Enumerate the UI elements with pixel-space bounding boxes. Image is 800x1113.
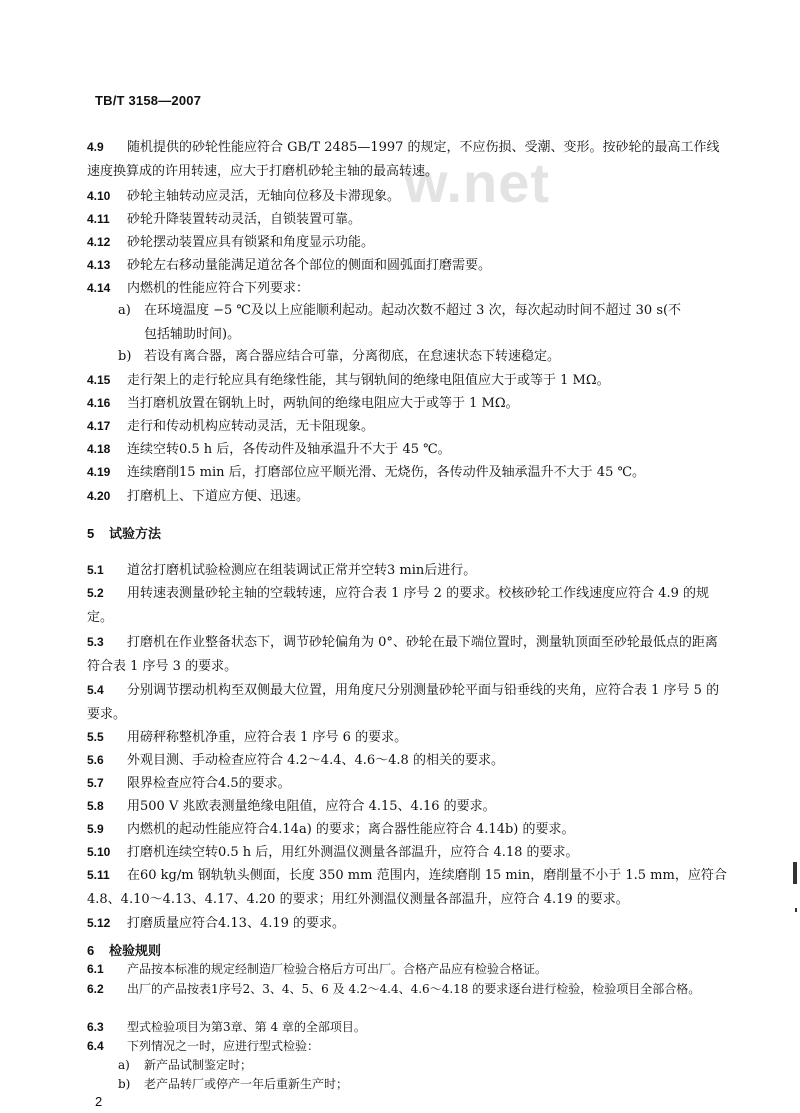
clause-text: 用500 V 兆欧表测量绝缘电阻值，应符合 4.15、4.16 的要求。 — [127, 799, 496, 814]
clause-number: 4.10 — [87, 189, 111, 203]
sub-item-b — [118, 345, 728, 369]
clause-number: 5.11 — [87, 868, 110, 882]
clause-5-10 — [87, 840, 727, 865]
clause-number: 5.7 — [87, 776, 104, 790]
clause-text: 用磅秤称整机净重，应符合表 1 序号 6 的要求。 — [127, 730, 408, 745]
clause-text: 走行和传动机构应转动灵活，无卡阻现象。 — [127, 419, 375, 434]
clause-text: 限界检查应符合4.5的要求。 — [127, 776, 291, 791]
section-title: 试验方法 — [109, 526, 162, 541]
clause-text: 道岔打磨机试验检测应在组装调试正常并空转3 min后进行。 — [127, 563, 477, 578]
clause-number: 5.8 — [87, 799, 104, 813]
standard-code-header: TB/T 3158—2007 — [95, 93, 202, 108]
clause-4-20 — [87, 484, 727, 509]
clause-4-13 — [87, 253, 727, 278]
clause-number: 6.4 — [87, 1039, 104, 1053]
clause-number: 5.3 — [87, 635, 104, 649]
clause-text: 打磨机上、下道应方便、迅速。 — [127, 489, 310, 504]
clause-text: 产品按本标准的规定经制造厂检验合格后方可出厂。合格产品应有检验合格证。 — [127, 962, 548, 976]
clause-number: 4.17 — [87, 419, 111, 433]
clause-6-2 — [87, 980, 727, 999]
page-number: 2 — [95, 1094, 103, 1109]
clause-number: 5.5 — [87, 730, 104, 744]
clause-5-11 — [87, 863, 727, 912]
clause-4-10 — [87, 184, 727, 209]
sub-item-label: a) — [118, 303, 131, 318]
clause-number: 5.6 — [87, 753, 104, 767]
sub-item-text: 在环境温度 −5 ℃及以上应能顺利起动。起动次数不超过 3 次，每次起动时间不超过 30 s(不 — [144, 303, 682, 318]
sub-item-label: a) — [118, 1058, 130, 1072]
clause-number: 4.15 — [87, 373, 111, 387]
clause-number: 5.4 — [87, 683, 104, 697]
section-number: 6 — [87, 943, 95, 958]
clause-number: 5.2 — [87, 586, 104, 600]
clause-text: 砂轮主轴转动应灵活，无轴向位移及卡滞现象。 — [127, 189, 401, 204]
clause-text: 外观目测、手动检查应符合 4.2～4.4、4.6～4.8 的相关的要求。 — [127, 753, 504, 768]
clause-text: 打磨质量应符合4.13、4.19 的要求。 — [127, 916, 346, 931]
clause-text: 出厂的产品按表1序号2、3、4、5、6 及 4.2～4.4、4.6～4.18 的要求逐台进行检验，检验项目全部合格。 — [127, 982, 701, 996]
clause-text: 下列情况之一时，应进行型式检验： — [127, 1039, 320, 1053]
section-number: 5 — [87, 526, 95, 541]
sub-item-text: 若设有离合器，离合器应结合可靠，分离彻底，在怠速状态下转速稳定。 — [144, 349, 561, 364]
sub-item-label: b) — [118, 349, 132, 364]
clause-text: 用转速表测量砂轮主轴的空载转速，应符合表 1 序号 2 的要求。校核砂轮工作线速度应符合 4.9 的规定。 — [87, 586, 710, 625]
clause-4-17 — [87, 414, 727, 439]
clause-4-19 — [87, 460, 727, 485]
clause-5-4 — [87, 678, 727, 727]
clause-4-12 — [87, 230, 727, 255]
clause-6-1 — [87, 960, 727, 979]
clause-text: 内燃机的性能应符合下列要求： — [127, 281, 310, 296]
clause-text: 打磨机连续空转0.5 h 后，用红外测温仪测量各部温升，应符合 4.18 的要求。 — [127, 845, 579, 860]
clause-number: 4.9 — [87, 140, 104, 154]
clause-number: 4.13 — [87, 258, 111, 272]
scan-speck — [795, 908, 797, 912]
clause-text: 型式检验项目为第3章、第 4 章的全部项目。 — [127, 1020, 366, 1034]
clause-text: 内燃机的起动性能应符合4.14a) 的要求；离合器性能应符合 4.14b) 的要求。 — [127, 822, 575, 837]
clause-text: 在60 kg/m 钢轨轨头侧面，长度 350 mm 范围内，连续磨削 15 min，磨削量不小于 1.5 mm，应符合 4.8、4.10～4.13、4.17、4.20 的要求；用红外测温仪测量各部温升，应符合 4.19 的要求。 — [87, 868, 727, 907]
clause-text: 分别调节摆动机构至双侧最大位置，用角度尺分别测量砂轮平面与铅垂线的夹角，应符合表 1 序号 5 的要求。 — [87, 683, 720, 722]
clause-text: 连续空转0.5 h 后，各传动件及轴承温升不大于 45 ℃。 — [127, 442, 451, 457]
clause-text: 当打磨机放置在钢轨上时，两轨间的绝缘电阻应大于或等于 1 MΩ。 — [127, 396, 519, 411]
clause-5-7 — [87, 771, 727, 796]
clause-number: 6.2 — [87, 982, 104, 996]
sub-item-label: b) — [118, 1077, 131, 1091]
clause-number: 5.12 — [87, 916, 111, 930]
clause-number: 4.14 — [87, 281, 111, 295]
clause-5-5 — [87, 725, 727, 750]
clause-4-14 — [87, 276, 727, 301]
watermark: w.net — [404, 151, 551, 214]
clause-6-4 — [87, 1037, 727, 1056]
clause-number: 4.19 — [87, 465, 111, 479]
clause-4-15 — [87, 368, 727, 393]
clause-5-8 — [87, 794, 727, 819]
section-title: 检验规则 — [109, 943, 162, 958]
clause-number: 4.12 — [87, 235, 111, 249]
section-heading-5 — [87, 523, 161, 542]
clause-5-9 — [87, 817, 727, 842]
sub-item-a — [118, 299, 728, 347]
clause-5-12 — [87, 911, 727, 936]
sub-item-text: 新产品试制鉴定时； — [144, 1058, 253, 1072]
clause-number: 4.18 — [87, 442, 111, 456]
clause-5-3 — [87, 630, 727, 679]
clause-number: 6.1 — [87, 962, 104, 976]
sub-item-6-4-a — [118, 1056, 728, 1075]
section-heading-6 — [87, 940, 161, 959]
clause-5-6 — [87, 748, 727, 773]
clause-number: 6.3 — [87, 1020, 104, 1034]
clause-6-3 — [87, 1018, 727, 1037]
clause-number: 5.10 — [87, 845, 111, 859]
scan-edge-mark — [793, 862, 797, 884]
sub-item-continuation: 包括辅助时间)。 — [144, 327, 241, 342]
clause-4-16 — [87, 391, 727, 416]
clause-5-2 — [87, 581, 727, 630]
clause-number: 4.20 — [87, 489, 111, 503]
clause-5-1 — [87, 558, 727, 583]
clause-4-11 — [87, 207, 727, 232]
clause-number: 4.11 — [87, 212, 110, 226]
clause-number: 5.9 — [87, 822, 104, 836]
clause-text: 砂轮摆动装置应具有锁紧和角度显示功能。 — [127, 235, 375, 250]
clause-text: 连续磨削15 min 后，打磨部位应平顺光滑、无烧伤，各传动件及轴承温升不大于 45 ℃。 — [127, 465, 646, 480]
sub-item-6-4-b — [118, 1075, 728, 1094]
clause-number: 5.1 — [87, 563, 104, 577]
sub-item-text: 老产品转厂或停产一年后重新生产时； — [144, 1077, 349, 1091]
clause-number: 4.16 — [87, 396, 111, 410]
clause-text: 走行架上的走行轮应具有绝缘性能，其与钢轨间的绝缘电阻值应大于或等于 1 MΩ。 — [127, 373, 610, 388]
clause-4-9 — [87, 135, 727, 184]
clause-text: 随机提供的砂轮性能应符合 GB/T 2485—1997 的规定，不应伤损、受潮、变形。按砂轮的最高工作线速度换算成的许用转速，应大于打磨机砂轮主轴的最高转速。 — [87, 140, 720, 179]
clause-text: 砂轮左右移动量能满足道岔各个部位的侧面和圆弧面打磨需要。 — [127, 258, 492, 273]
clause-text: 砂轮升降装置转动灵活，自锁装置可靠。 — [127, 212, 362, 227]
clause-4-18 — [87, 437, 727, 462]
clause-text: 打磨机在作业整备状态下，调节砂轮偏角为 0°、砂轮在最下端位置时，测量轨顶面至砂轮最低点的距离符合表 1 序号 3 的要求。 — [87, 635, 718, 674]
